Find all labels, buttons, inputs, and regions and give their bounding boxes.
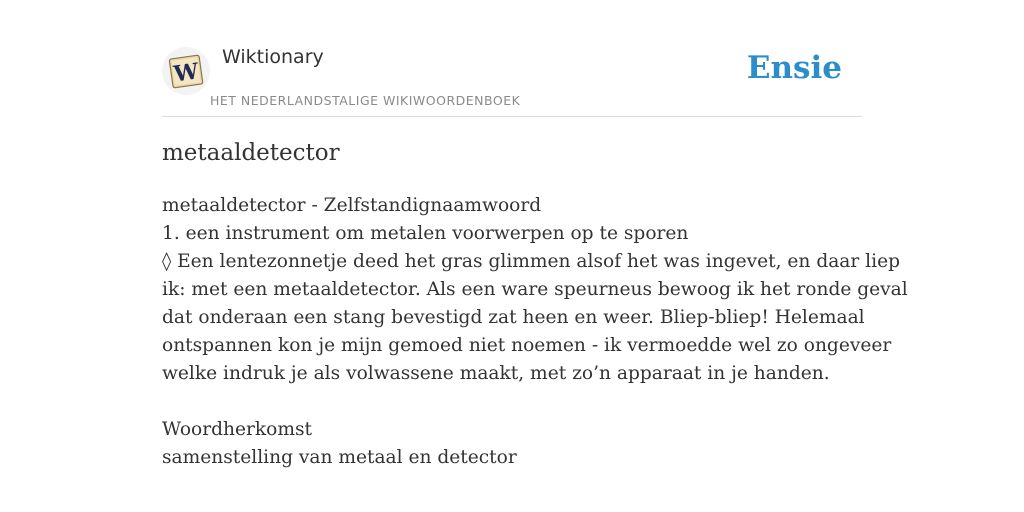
example-line: ◊ Een lentezonnetje deed het gras glimmen alsof het was ingevet, en daar liep xyxy=(162,251,900,272)
logo-letter: W xyxy=(172,58,201,88)
example-line: welke indruk je als volwassene maakt, met zo’n apparaat in je handen. xyxy=(162,363,830,384)
etymology-heading: Woordherkomst xyxy=(162,419,313,440)
definition: 1. een instrument om metalen voorwerpen op te sporen xyxy=(162,223,689,244)
example-line: ontspannen kon je mijn gemoed niet noemen - ik vermoedde wel zo ongeveer xyxy=(162,335,892,356)
entry-card xyxy=(162,0,908,512)
ensie-brand-logo[interactable]: Ensie xyxy=(746,50,842,86)
example-line: ik: met een metaaldetector. Als een ware speurneus bewoog ik het ronde geval xyxy=(162,279,908,300)
spacer xyxy=(162,388,862,416)
etymology-text: samenstelling van metaal en detector xyxy=(162,447,517,468)
site-name[interactable]: Wiktionary xyxy=(222,46,324,68)
wiktionary-logo-icon xyxy=(162,47,210,95)
example-line: dat onderaan een stang bevestigd zat heen en weer. Bliep-bliep! Helemaal xyxy=(162,307,865,328)
entry-heading: metaaldetector - Zelfstandignaamwoord xyxy=(162,195,542,216)
site-tagline: HET NEDERLANDSTALIGE WIKIWOORDENBOEK xyxy=(210,93,521,108)
header xyxy=(162,0,862,117)
entry-body xyxy=(162,192,908,472)
page-title: metaaldetector xyxy=(162,140,340,166)
